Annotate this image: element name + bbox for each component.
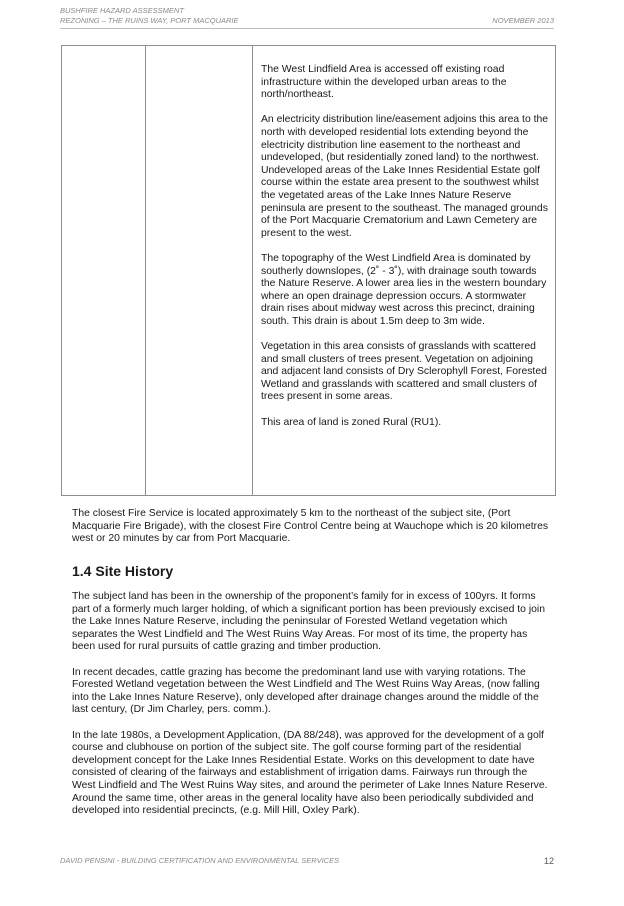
page-number: 12 [543, 856, 554, 866]
site-history-body [72, 591, 552, 830]
table-description-cell [261, 64, 551, 442]
topography-paragraph: The topography of the West Lindfield Area is dominated by southerly downslopes, (2˚ - 3˚), with drainage south towards the Nature Reserve. A lower area lies in the western boundary where an open drainage depression occurs. A stormwater drain rises about midway west across this precinct, draining south. This drain is about 1.5m deep to 3m wide. [261, 252, 547, 327]
table-column-divider [145, 46, 146, 495]
footer-text: DAVID PENSINI - BUILDING CERTIFICATION AND ENVIRONMENTAL SERVICES [60, 856, 340, 865]
fire-service-paragraph: The closest Fire Service is located approximately 5 km to the northeast of the subject site, (Port Macquarie Fire Brigade), with the closest Fire Control Centre being at Wauchope which is 20 kilometres west or 20 minutes by car from Port Macquarie. [72, 508, 549, 545]
vegetation-paragraph: Vegetation in this area consists of grasslands with scattered and small clusters of trees present. Vegetation on adjoining and adjacent land consists of Dry Sclerophyll Forest, Forested Wetland and grasslands with scattered and small clusters of trees present in some areas. [261, 341, 547, 403]
header-title: BUSHFIRE HAZARD ASSESSMENT [60, 6, 184, 15]
page-header [60, 6, 554, 26]
history-paragraph-development: In the late 1980s, a Development Application, (DA 88/248), was approved for the development of a golf course and clubhouse on portion of the subject site. The golf course forming part of the residential development concept for the Lake Innes Residential Estate. Works on this development to date have consisted of clearing of the fairways and establishment of irrigation dams. Fairways run through the West Lindfield and The West Ruins Way sites, and around the perimeter of Lake Innes Nature Reserve. Around the same time, other areas in the general locality have also been periodically subdivided and developed into residential precincts, (e.g. Mill Hill, Oxley Park). [72, 729, 548, 817]
page-footer [60, 856, 554, 866]
header-date: NOVEMBER 2013 [492, 16, 554, 25]
fire-service-block [72, 508, 552, 558]
section-heading: 1.4 Site History [72, 563, 174, 579]
site-description-table [61, 45, 556, 496]
header-subtitle: REZONING – THE RUINS WAY, PORT MACQUARIE [60, 16, 239, 25]
access-paragraph: The West Lindfield Area is accessed off existing road infrastructure within the developed urban areas to the north/northeast. [261, 64, 507, 101]
header-divider [60, 28, 554, 29]
table-column-divider [252, 46, 253, 495]
zoning-paragraph: This area of land is zoned Rural (RU1). [261, 416, 442, 428]
adjoining-land-paragraph: An electricity distribution line/easement adjoins this area to the north with developed residential lots extending beyond the electricity distribution line easement to the northeast and undeveloped, (but residentially zoned land) to the northwest. Undeveloped areas of the Lake Innes Residential Estate golf course within the estate area present to the southwest whilst the vegetated areas of the Lake Innes Nature Reserve peninsula are present to the southeast. The managed grounds of the Port Macquarie Crematorium and Lawn Cemetery are present to the west. [261, 114, 549, 239]
history-paragraph-ownership: The subject land has been in the ownership of the proponent’s family for in excess of 100yrs. It forms part of a formerly much larger holding, of which a significant portion has been previously excised to join the Lake Innes Nature Reserve, including the peninsular of Forested Wetland vegetation which separates the West Lindfield and The West Ruins Way Areas. For most of its time, the property has been used for rural pursuits of cattle grazing and timber production. [72, 591, 546, 653]
history-paragraph-grazing: In recent decades, cattle grazing has become the predominant land use with varying rotations. The Forested Wetland vegetation between the West Lindfield and The West Ruins Way Areas, (now falling into the Lake Innes Nature Reserve), only developed after drainage changes around the middle of the last century, (Dr Jim Charley, pers. comm.). [72, 666, 540, 716]
